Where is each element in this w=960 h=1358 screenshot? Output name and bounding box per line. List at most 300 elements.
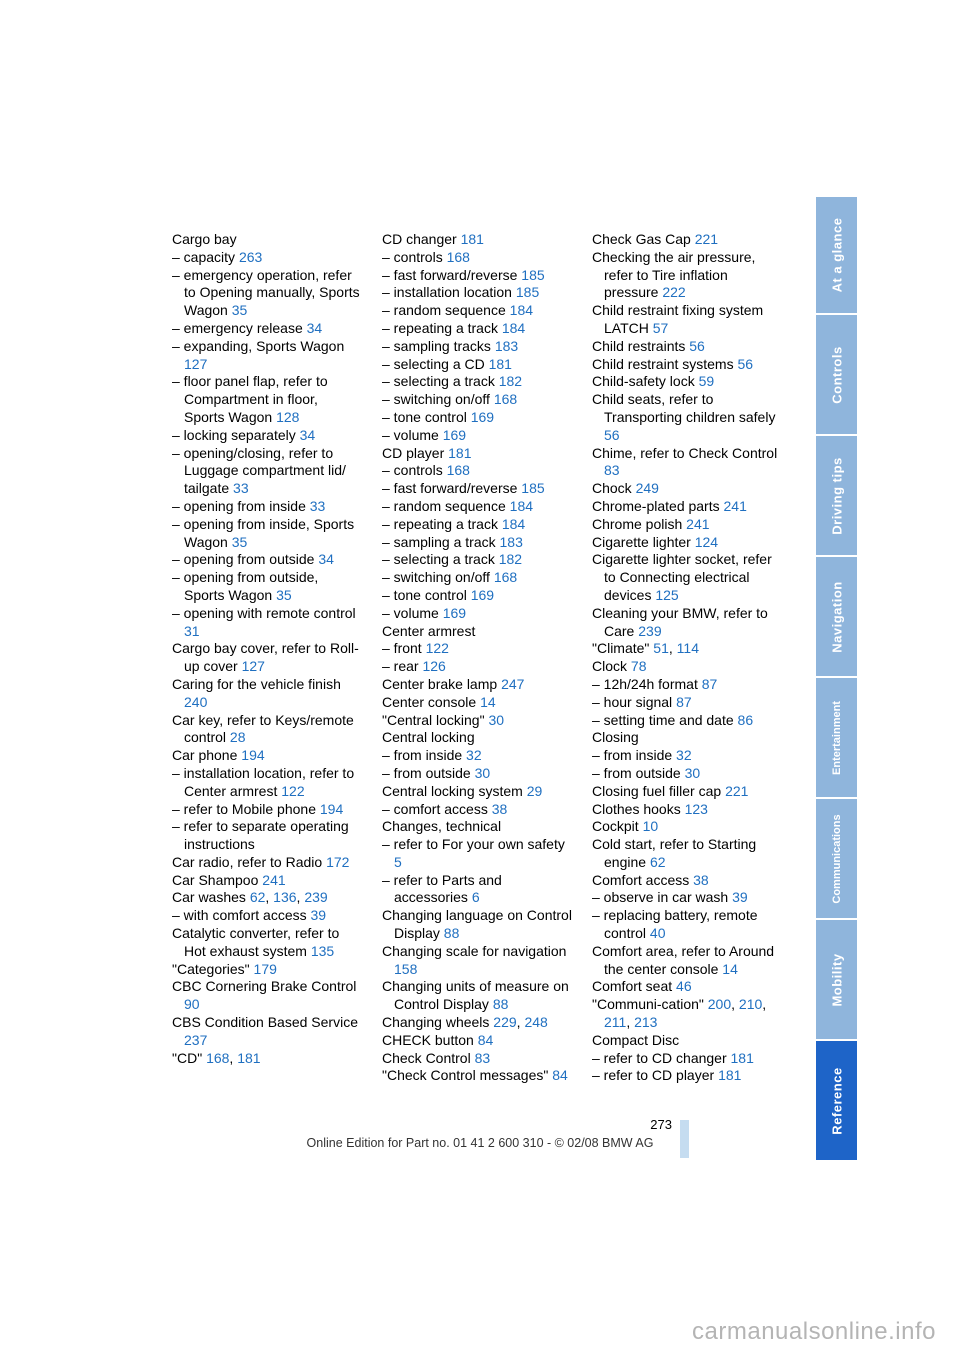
- index-term: – from inside: [592, 747, 673, 764]
- index-term: – volume: [382, 604, 439, 621]
- page-link[interactable]: 62: [249, 889, 266, 906]
- tab-driving-tips[interactable]: [816, 436, 857, 555]
- index-term: – selecting a track: [382, 373, 495, 390]
- index-entry: [382, 267, 572, 285]
- index-entry: [592, 783, 782, 801]
- index-term: – hour signal: [592, 693, 673, 710]
- index-entry: [172, 640, 362, 676]
- index-term: – volume: [382, 426, 439, 443]
- index-entry: [382, 1067, 572, 1085]
- index-term: Cold start, refer to Starting engine: [592, 836, 757, 870]
- index-term: Comfort area, refer to Around the center console: [592, 942, 775, 977]
- tab-label: Navigation: [829, 580, 844, 653]
- index-entry: [172, 249, 362, 267]
- index-entry: [592, 605, 782, 641]
- index-term: – fast forward/reverse: [382, 266, 518, 283]
- index-entry: [382, 747, 572, 765]
- index-term: Central locking: [382, 729, 475, 746]
- index-term: – 12h/24h format: [592, 675, 698, 692]
- tab-at-a-glance[interactable]: [816, 197, 857, 313]
- page-link[interactable]: 83: [604, 462, 620, 479]
- page-link[interactable]: 179: [253, 960, 277, 977]
- index-term: Closing: [592, 729, 639, 746]
- tab-navigation[interactable]: [816, 557, 857, 676]
- index-term: Closing fuel filler cap: [592, 782, 722, 799]
- index-term: Child-safety lock: [592, 373, 695, 390]
- index-term: – floor panel flap, refer to Compartment in floor, Sports Wagon: [172, 373, 328, 425]
- index-entry: [172, 338, 362, 374]
- page-link[interactable]: 249: [635, 480, 659, 497]
- index-term: – expanding, Sports Wagon: [172, 337, 345, 354]
- index-entry: [382, 658, 572, 676]
- index-entry: [592, 516, 782, 534]
- page-link[interactable]: 241: [723, 497, 747, 514]
- page-link[interactable]: 57: [652, 319, 669, 336]
- index-term: – front: [382, 640, 422, 657]
- page-link[interactable]: 29: [526, 782, 543, 799]
- index-entry: Changing wheels 229, 248: [382, 1014, 548, 1031]
- index-entry: [592, 498, 782, 516]
- index-term: – controls: [382, 462, 443, 479]
- page-link[interactable]: 221: [725, 782, 749, 799]
- page-link[interactable]: 211: [604, 1014, 627, 1031]
- page-link[interactable]: 239: [304, 889, 328, 906]
- index-entry: [592, 801, 782, 819]
- index-term: Checking the air pressure, refer to Tire inflation pressure: [592, 248, 756, 301]
- page-link[interactable]: 263: [238, 248, 263, 265]
- page-link[interactable]: 38: [491, 800, 508, 817]
- index-entry: [382, 818, 572, 836]
- page-link[interactable]: 181: [460, 231, 484, 247]
- index-term: – installation location: [382, 284, 512, 301]
- index-term: Clock: [592, 658, 628, 675]
- page-link[interactable]: 78: [630, 658, 647, 675]
- index-entry: "Climate" 51, 114: [592, 640, 699, 657]
- index-term: CBS Condition Based Service: [172, 1014, 358, 1031]
- index-term: – opening/closing, refer to Luggage compartment lid/ tailgate: [172, 444, 346, 497]
- index-term: – opening from inside: [172, 497, 306, 514]
- page-link[interactable]: 158: [394, 960, 418, 977]
- page-link[interactable]: 183: [499, 533, 523, 550]
- index-term: – observe in car wash: [592, 889, 729, 906]
- index-entry: [592, 872, 782, 890]
- tab-label: Driving tips: [829, 456, 844, 535]
- page-link[interactable]: 241: [686, 515, 710, 532]
- index-term: – with comfort access: [172, 907, 307, 924]
- index-term: – capacity: [172, 248, 236, 265]
- index-term: Changing units of measure on Control Display: [382, 978, 569, 1013]
- index-term: Car washes: [172, 889, 246, 906]
- index-entry: [382, 801, 572, 819]
- tab-mobility[interactable]: [816, 920, 857, 1039]
- page-link[interactable]: 169: [442, 426, 467, 443]
- index-term: Cigarette lighter socket, refer to Connecting electrical devices: [592, 551, 772, 603]
- index-term: CD player: [382, 444, 445, 461]
- page-link[interactable]: 128: [276, 408, 300, 425]
- tab-label: Mobility: [829, 952, 844, 1007]
- page-link[interactable]: 135: [310, 942, 335, 959]
- index-entry: [592, 889, 782, 907]
- page-link[interactable]: 30: [684, 764, 701, 781]
- index-entry: [172, 961, 362, 979]
- index-entry: [382, 623, 572, 641]
- page-link[interactable]: 56: [604, 426, 620, 443]
- index-entry: [172, 551, 362, 569]
- page-link[interactable]: 200: [707, 996, 732, 1013]
- index-term: Car phone: [172, 747, 238, 764]
- page-link[interactable]: 84: [477, 1031, 494, 1048]
- page-link[interactable]: 185: [515, 284, 540, 301]
- page-link[interactable]: 35: [276, 586, 292, 603]
- page-link[interactable]: 33: [233, 480, 249, 497]
- index-term: Child seats, refer to Transporting children safely: [592, 391, 776, 425]
- index-term: Caring for the vehicle finish: [172, 675, 341, 692]
- index-term: – refer to CD changer: [592, 1049, 727, 1066]
- index-term: – refer to CD player: [592, 1067, 715, 1084]
- page-link[interactable]: 39: [310, 907, 327, 924]
- index-term: Compact Disc: [592, 1031, 680, 1048]
- page-link[interactable]: 87: [701, 675, 718, 692]
- index-term: Comfort seat: [592, 978, 673, 995]
- page-link[interactable]: 182: [498, 551, 523, 568]
- index-entry: [172, 445, 362, 498]
- page-link[interactable]: 31: [184, 622, 200, 639]
- page-link[interactable]: 5: [394, 853, 402, 870]
- page-link[interactable]: 169: [470, 586, 495, 603]
- page-link[interactable]: 136: [273, 889, 297, 906]
- page-link[interactable]: 184: [509, 497, 534, 514]
- page-link[interactable]: 181: [237, 1049, 261, 1066]
- page-link[interactable]: 172: [326, 853, 350, 870]
- index-entry: [592, 338, 782, 356]
- page-link[interactable]: 222: [662, 284, 686, 301]
- index-entry: [172, 747, 362, 765]
- index-term: – opening from outside: [172, 551, 315, 568]
- index-term: Child restraint fixing system LATCH: [592, 302, 764, 336]
- index-entry: [172, 818, 362, 854]
- index-term: Changes, technical: [382, 818, 502, 835]
- footer-text: Online Edition for Part no. 01 41 2 600 310 - © 02/08 BMW AG: [306, 1136, 654, 1150]
- page-link[interactable]: 181: [488, 355, 512, 372]
- page-link[interactable]: 30: [488, 711, 505, 728]
- index-term: – sampling tracks: [382, 337, 491, 354]
- index-entry: [592, 231, 782, 249]
- page-link[interactable]: 34: [306, 319, 323, 336]
- index-term: Car key, refer to Keys/remote control: [172, 711, 354, 746]
- page-link[interactable]: 6: [471, 889, 480, 906]
- index-entry: [172, 712, 362, 748]
- page-link[interactable]: 184: [501, 515, 526, 532]
- index-entry: [382, 836, 572, 872]
- watermark: carmanualsonline.info: [692, 1318, 936, 1345]
- page-link[interactable]: 28: [229, 729, 246, 746]
- page-link[interactable]: 34: [318, 551, 334, 568]
- page-link[interactable]: 168: [446, 248, 470, 265]
- index-entry: [382, 249, 572, 267]
- index-entry: [172, 765, 362, 801]
- index-term: Cargo bay: [172, 231, 237, 247]
- index-term: Comfort access: [592, 871, 690, 888]
- index-entry: [172, 605, 362, 641]
- page-link[interactable]: 127: [184, 355, 208, 372]
- index-term: Center console: [382, 693, 477, 710]
- index-term: "Categories": [172, 960, 250, 977]
- index-entry: [382, 729, 572, 747]
- page-link[interactable]: 168: [493, 391, 518, 408]
- index-term: Catalytic converter, refer to Hot exhaust system: [172, 925, 340, 959]
- index-entry: "CD" 168, 181: [172, 1049, 261, 1066]
- index-entry: [592, 765, 782, 783]
- page-link[interactable]: 184: [509, 302, 534, 319]
- index-entry: [592, 551, 782, 604]
- index-entry: [382, 551, 572, 569]
- index-term: Car radio, refer to Radio: [172, 853, 323, 870]
- index-term: Child restraint systems: [592, 355, 734, 372]
- index-entry: [172, 907, 362, 925]
- page-link[interactable]: 185: [521, 266, 545, 283]
- page-link[interactable]: 35: [231, 533, 248, 550]
- tab-entertainment[interactable]: [816, 678, 857, 797]
- index-term: Center armrest: [382, 622, 476, 639]
- page-link[interactable]: 194: [241, 747, 265, 764]
- index-term: Chrome-plated parts: [592, 497, 720, 514]
- index-entry: [592, 836, 782, 872]
- page-link[interactable]: 169: [470, 408, 495, 425]
- page-link[interactable]: 240: [184, 693, 208, 710]
- page-link[interactable]: 169: [442, 604, 467, 621]
- index-term: – comfort access: [382, 800, 488, 817]
- page-link[interactable]: 34: [299, 426, 316, 443]
- page-link[interactable]: 221: [694, 231, 719, 247]
- page-link[interactable]: 88: [443, 925, 460, 942]
- index-entry: Car washes 62, 136, 239: [172, 889, 328, 906]
- index-term: – opening with remote control: [172, 604, 356, 621]
- index-entry: [172, 498, 362, 516]
- page-link[interactable]: 46: [676, 978, 692, 995]
- page-link[interactable]: 168: [446, 462, 470, 479]
- index-column-3: [592, 231, 782, 1085]
- index-entry: [592, 943, 782, 979]
- page-number: 273: [650, 1117, 672, 1132]
- index-entry: [172, 801, 362, 819]
- index-term: "Central locking": [382, 711, 485, 728]
- index-column-1: [172, 231, 362, 1067]
- page-link[interactable]: 194: [319, 800, 344, 817]
- page-link[interactable]: 39: [732, 889, 748, 906]
- index-entry: [592, 978, 782, 996]
- index-term: Changing wheels: [382, 1014, 490, 1031]
- index-entry: [592, 694, 782, 712]
- index-entry: [382, 409, 572, 427]
- page-link[interactable]: 51: [653, 640, 669, 657]
- index-entry: [592, 356, 782, 374]
- page-link[interactable]: 59: [698, 373, 715, 390]
- page-link[interactable]: 168: [493, 569, 518, 586]
- page-link[interactable]: 239: [638, 622, 662, 639]
- index-entry: [592, 818, 782, 836]
- index-entry: [172, 427, 362, 445]
- index-entry: [382, 391, 572, 409]
- index-term: – rear: [382, 658, 419, 675]
- index-term: Chime, refer to Check Control: [592, 444, 778, 461]
- page-link[interactable]: 127: [241, 658, 265, 675]
- index-term: – from inside: [382, 747, 463, 764]
- page-link[interactable]: 32: [676, 747, 692, 764]
- page-link[interactable]: 248: [524, 1014, 548, 1031]
- index-term: – repeating a track: [382, 515, 498, 532]
- page-link[interactable]: 213: [634, 1014, 658, 1031]
- index-entry: [592, 676, 782, 694]
- page-link[interactable]: 62: [649, 853, 666, 870]
- page-link[interactable]: 123: [684, 800, 708, 817]
- index-term: "CD": [172, 1049, 203, 1066]
- index-term: Cleaning your BMW, refer to Care: [592, 604, 768, 639]
- page-link[interactable]: 247: [501, 675, 525, 692]
- page-link[interactable]: 114: [676, 640, 699, 657]
- tab-communications[interactable]: [816, 799, 857, 918]
- index-term: – controls: [382, 248, 443, 265]
- page-link[interactable]: 210: [738, 996, 763, 1013]
- tab-controls[interactable]: [816, 315, 857, 434]
- index-term: – setting time and date: [592, 711, 734, 728]
- index-term: Changing scale for navigation: [382, 942, 567, 959]
- index-term: – opening from outside, Sports Wagon: [172, 569, 319, 603]
- index-entry: [592, 1032, 782, 1050]
- page-link[interactable]: 38: [693, 871, 709, 888]
- index-entry: [382, 1032, 572, 1050]
- index-entry: [172, 267, 362, 320]
- index-entry: [382, 480, 572, 498]
- index-term: – tone control: [382, 586, 467, 603]
- index-entry: [592, 445, 782, 481]
- index-entry: [172, 373, 362, 426]
- index-entry: [592, 729, 782, 747]
- index-term: – tone control: [382, 408, 467, 425]
- page-link[interactable]: 181: [718, 1067, 742, 1084]
- index-term: – refer to Parts and accessories: [382, 871, 502, 906]
- index-entry: [592, 302, 782, 338]
- index-entry: [382, 587, 572, 605]
- page-link[interactable]: 10: [642, 818, 659, 835]
- index-entry: [172, 925, 362, 961]
- page-link[interactable]: 35: [231, 302, 248, 319]
- index-entry: [382, 516, 572, 534]
- index-entry: [382, 320, 572, 338]
- page-link[interactable]: 229: [493, 1014, 517, 1031]
- index-entry: [382, 907, 572, 943]
- index-term: Central locking system: [382, 782, 523, 799]
- index-term: Cigarette lighter: [592, 533, 691, 550]
- index-term: Check Gas Cap: [592, 231, 691, 247]
- index-entry: [382, 712, 572, 730]
- index-term: – switching on/off: [382, 569, 490, 586]
- index-term: – replacing battery, remote control: [592, 907, 758, 942]
- index-term: Child restraints: [592, 337, 686, 354]
- index-term: – random sequence: [382, 497, 506, 514]
- index-entry: [592, 712, 782, 730]
- page-link[interactable]: 83: [474, 1049, 491, 1066]
- page-link[interactable]: 181: [448, 444, 472, 461]
- index-entry: [382, 640, 572, 658]
- index-term: CHECK button: [382, 1031, 474, 1048]
- page-link[interactable]: 168: [206, 1049, 230, 1066]
- page-link[interactable]: 87: [676, 693, 692, 710]
- page-link[interactable]: 86: [737, 711, 754, 728]
- index-entry: [382, 872, 572, 908]
- page-link[interactable]: 33: [309, 497, 326, 514]
- index-entry: [382, 676, 572, 694]
- page-link[interactable]: 14: [480, 693, 496, 710]
- chapter-tabs: [816, 197, 857, 1162]
- index-entry: [382, 569, 572, 587]
- index-entry: [382, 338, 572, 356]
- page-link[interactable]: 88: [492, 996, 509, 1013]
- index-term: Car Shampoo: [172, 871, 259, 888]
- page-link[interactable]: 90: [184, 996, 200, 1013]
- index-term: "Check Control messages": [382, 1067, 549, 1084]
- page-link[interactable]: 181: [730, 1049, 754, 1066]
- page-link[interactable]: 125: [655, 586, 679, 603]
- index-term: Chock: [592, 480, 632, 497]
- page-link[interactable]: 122: [425, 640, 449, 657]
- page-link[interactable]: 124: [694, 533, 719, 550]
- index-entry: [382, 943, 572, 979]
- page-link[interactable]: 14: [722, 960, 738, 977]
- index-entry: [382, 231, 572, 249]
- index-entry: [382, 284, 572, 302]
- index-term: – selecting a track: [382, 551, 495, 568]
- page-link[interactable]: 241: [262, 871, 286, 888]
- index-entry: [382, 534, 572, 552]
- page-link[interactable]: 237: [184, 1031, 208, 1048]
- page-link[interactable]: 182: [498, 373, 523, 390]
- index-term: – repeating a track: [382, 319, 498, 336]
- index-entry: [382, 498, 572, 516]
- page-link[interactable]: 56: [689, 337, 705, 354]
- page-link[interactable]: 126: [422, 658, 446, 675]
- index-term: – switching on/off: [382, 391, 490, 408]
- index-entry: [382, 694, 572, 712]
- index-entry: [592, 391, 782, 444]
- page-link[interactable]: 40: [649, 925, 666, 942]
- index-entry: [172, 320, 362, 338]
- index-term: – locking separately: [172, 426, 296, 443]
- index-term: – selecting a CD: [382, 355, 485, 372]
- index-term: – fast forward/reverse: [382, 480, 518, 497]
- page-link[interactable]: 183: [494, 337, 519, 354]
- page-link[interactable]: 30: [474, 764, 491, 781]
- page-link[interactable]: 32: [466, 747, 482, 764]
- index-term: – from outside: [382, 764, 471, 781]
- index-entry: [172, 516, 362, 552]
- page-link[interactable]: 184: [501, 319, 526, 336]
- index-entry: [172, 569, 362, 605]
- index-term: CD changer: [382, 231, 457, 247]
- tab-label: Communications: [830, 813, 843, 904]
- index-entry: [382, 302, 572, 320]
- index-term: "Communi-cation": [592, 996, 704, 1013]
- page-link[interactable]: 185: [521, 480, 545, 497]
- page-link[interactable]: 84: [552, 1067, 568, 1084]
- index-entry: [382, 373, 572, 391]
- index-term: Chrome polish: [592, 515, 683, 532]
- page-link[interactable]: 122: [281, 782, 305, 799]
- index-entry: [382, 356, 572, 374]
- index-entry: [592, 907, 782, 943]
- index-entry: [592, 373, 782, 391]
- index-entry: [382, 783, 572, 801]
- page-link[interactable]: 56: [737, 355, 754, 372]
